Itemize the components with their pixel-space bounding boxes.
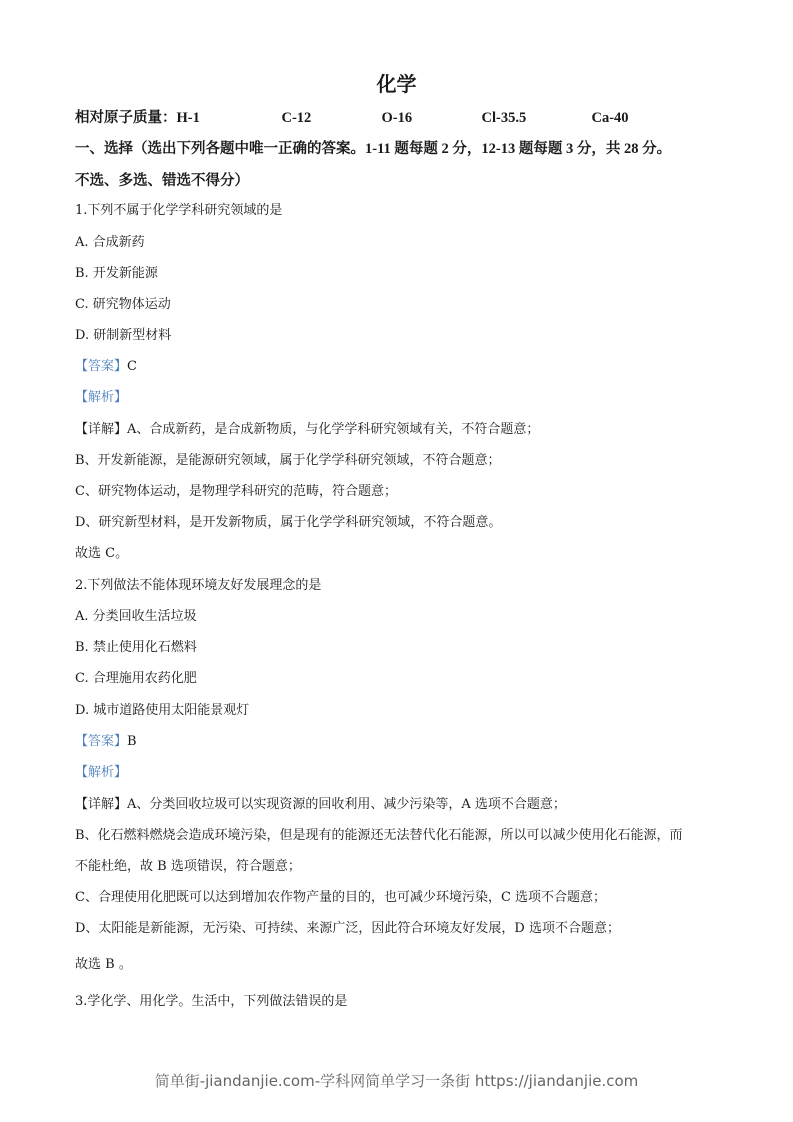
q1-option-a: A. 合成新药 [75,235,145,250]
mass-o: O-16 [381,110,413,126]
mass-ca: Ca-40 [591,110,629,126]
q1-detail-a [75,421,539,439]
q1-option-b: B. 开发新能源 [75,266,158,281]
q2-stem: 2.下列做法不能体现环境友好发展理念的是 [75,578,322,593]
detail-text: A、合成新药，是合成新物质，与化学学科研究领域有关，不符合题意； [127,422,540,437]
answer-tag: 【答案】 [75,734,128,749]
page-title: 化学 [376,72,417,96]
q1-option-d: D. 研制新型材料 [75,328,172,343]
section-heading-cont: 不选、多选、错选不得分） [75,173,249,189]
q2-option-c: C. 合理施用农药化肥 [75,671,197,686]
answer-tag: 【答案】 [75,359,128,374]
q3-stem: 3.学化学、用化学。生活中，下列做法错误的是 [75,994,348,1009]
q2-conclusion: 故选 B 。 [75,957,132,972]
q2-detail-a [75,796,566,814]
detail-tag: 【详解】 [75,797,128,812]
q2-option-d: D. 城市道路使用太阳能景观灯 [75,703,250,718]
detail-tag: 【详解】 [75,422,128,437]
q2-answer [75,733,137,751]
q2-option-a: A. 分类回收生活垃圾 [75,609,197,624]
footer-watermark: 简单街-jiandanjie.com-学科网简单学习一条街 https://jiandanjie.com [154,1072,639,1090]
q2-detail-c: C、合理使用化肥既可以达到增加农作物产量的目的，也可减少环境污染，C 选项不合题意； [75,890,607,905]
answer-value: C [127,359,137,374]
q1-conclusion: 故选 C。 [75,546,129,561]
atomic-mass-line [75,109,629,127]
q1-answer [75,358,137,376]
answer-value: B [127,734,137,749]
q2-detail-b-cont: 不能杜绝，故 B 选项错误，符合题意； [75,859,301,874]
q1-detail-b: B、开发新能源，是能源研究领域，属于化学学科研究领域，不符合题意； [75,453,501,468]
q2-analysis-tag: 【解析】 [75,765,128,780]
q1-option-c: C. 研究物体运动 [75,297,171,312]
q2-detail-b: B、化石燃料燃烧会造成环境污染，但是现有的能源还无法替代化石能源，所以可以减少使用化石能源，而 [75,828,683,843]
q1-analysis-tag: 【解析】 [75,390,128,405]
q2-option-b: B. 禁止使用化石燃料 [75,640,197,655]
q1-stem: 1.下列不属于化学学科研究领域的是 [75,203,283,218]
mass-h: H-1 [176,110,200,126]
atomic-mass-label: 相对原子质量： [75,110,177,126]
detail-text: A、分类回收垃圾可以实现资源的回收利用、减少污染等，A 选项不合题意； [127,797,566,812]
section-heading: 一、选择（选出下列各题中唯一正确的答案。1-11 题每题 2 分，12-13 题每题 3 分，共 28 分。 [75,141,672,157]
q2-detail-d: D、太阳能是新能源，无污染、可持续、来源广泛，因此符合环境友好发展，D 选项不合题意； [75,921,620,936]
mass-c: C-12 [281,110,312,126]
mass-cl: Cl-35.5 [481,110,527,126]
q1-detail-d: D、研究新型材料，是开发新物质，属于化学学科研究领域，不符合题意。 [75,515,502,530]
q1-detail-c: C、研究物体运动，是物理学科研究的范畴，符合题意； [75,484,397,499]
